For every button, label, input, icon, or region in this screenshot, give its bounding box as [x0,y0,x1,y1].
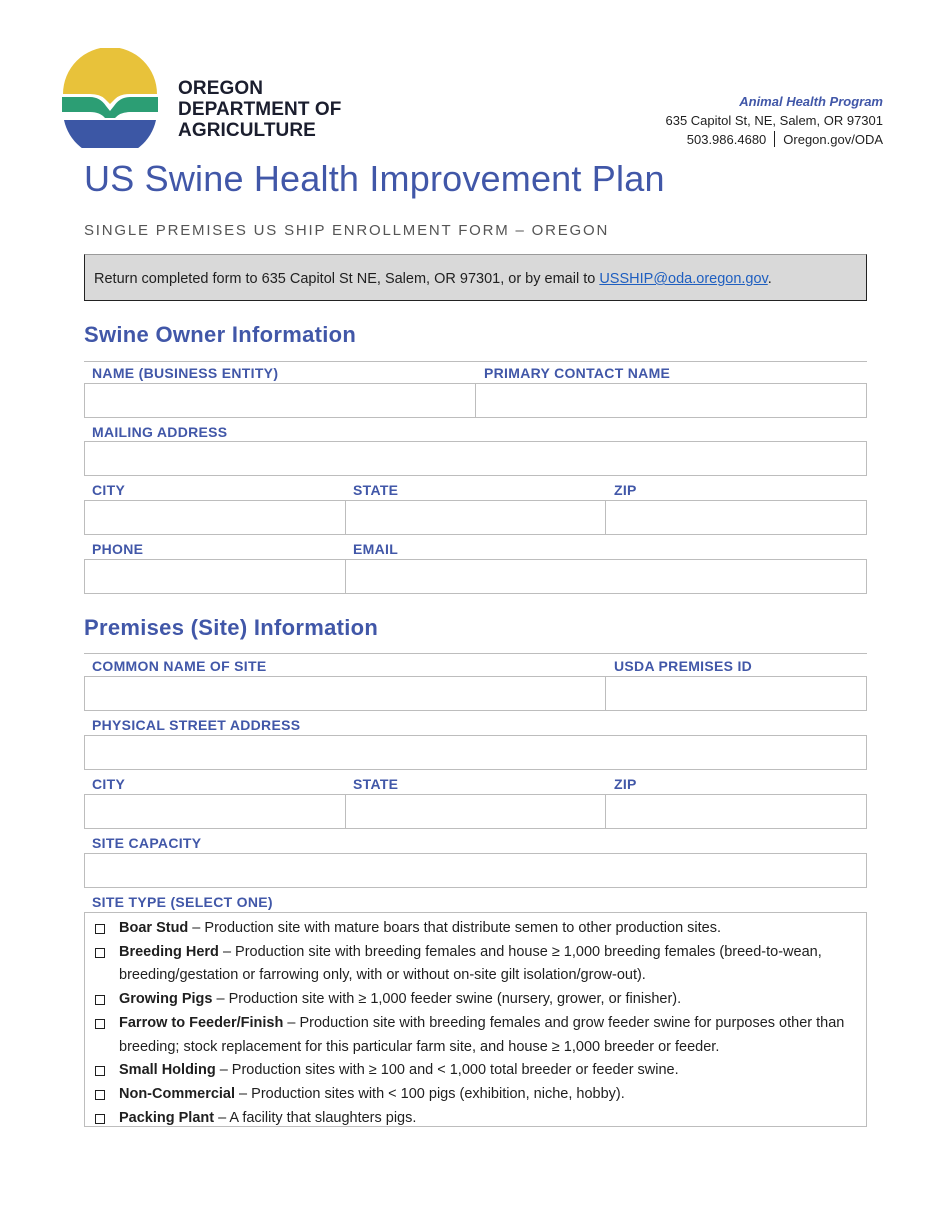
site-state-label: STATE [353,776,399,792]
oda-logo-icon [60,48,160,148]
site-type-option[interactable] [93,1107,866,1131]
site-type-option[interactable] [93,917,866,941]
checkbox-icon[interactable] [95,1090,105,1100]
option-name: Breeding Herd [119,943,219,960]
org-address: 635 Capitol St, NE, Salem, OR 97301 [665,113,883,128]
option-name: Packing Plant [119,1109,215,1126]
owner-zip-field[interactable] [605,500,867,535]
owner-phone-label: PHONE [92,541,144,557]
site-name-field[interactable] [84,676,606,711]
site-city-label: CITY [92,776,126,792]
option-description: – Production sites with < 100 pigs (exhibition, niche, hobby). [235,1085,625,1102]
site-type-options [84,912,867,1127]
option-description: – Production site with ≥ 1,000 feeder swine (nursery, grower, or finisher). [212,991,682,1008]
divider [774,131,775,147]
owner-city-field[interactable] [84,500,346,535]
org-name-line3: AGRICULTURE [178,120,316,141]
org-name-line2: DEPARTMENT OF [178,99,342,120]
site-capacity-field[interactable] [84,853,867,888]
owner-contact-field[interactable] [475,383,867,418]
owner-state-field[interactable] [345,500,606,535]
site-type-option[interactable] [93,988,866,1012]
checkbox-icon[interactable] [95,924,105,934]
owner-email-label: EMAIL [353,541,399,557]
contact-block [665,92,883,149]
org-name [178,78,342,141]
site-zip-label: ZIP [614,776,637,792]
option-description: – Production site with mature boars that distribute semen to other production sites. [188,920,722,936]
notice-trail: . [767,271,772,287]
owner-zip-label: ZIP [614,482,637,498]
section-premises-heading: Premises (Site) Information [84,615,379,640]
contact-line [665,130,883,149]
notice-text: Return completed form to 635 Capitol St NE, Salem, OR 97301, or by email to [94,271,600,287]
email-link[interactable]: USSHIP@oda.oregon.gov [599,271,768,287]
owner-name-label: NAME (BUSINESS ENTITY) [92,365,279,381]
owner-phone-field[interactable] [84,559,346,594]
option-name: Farrow to Feeder/Finish [119,1014,284,1031]
site-type-label: SITE TYPE (SELECT ONE) [92,894,273,910]
premises-id-label: USDA PREMISES ID [614,658,753,674]
owner-contact-label: PRIMARY CONTACT NAME [484,365,671,381]
site-name-label: COMMON NAME OF SITE [92,658,267,674]
site-capacity-label: SITE CAPACITY [92,835,202,851]
owner-email-field[interactable] [345,559,867,594]
org-website[interactable]: Oregon.gov/ODA [783,132,883,147]
form-subtitle: SINGLE PREMISES US SHIP ENROLLMENT FORM – OREGON [84,222,610,239]
divider [84,361,867,362]
section-owner-heading: Swine Owner Information [84,322,357,347]
owner-city-label: CITY [92,482,126,498]
program-name: Animal Health Program [739,94,883,109]
owner-state-label: STATE [353,482,399,498]
return-notice [84,254,867,301]
mailing-address-label: MAILING ADDRESS [92,424,228,440]
site-zip-field[interactable] [605,794,867,829]
option-name: Boar Stud [119,920,189,936]
page-title: US Swine Health Improvement Plan [84,158,665,199]
org-phone: 503.986.4680 [686,132,767,147]
oda-logo [60,48,380,148]
mailing-address-field[interactable] [84,441,867,476]
street-address-field[interactable] [84,735,867,770]
option-description: – Production site with breeding females and grow feeder swine for purposes other than breeding; stock replacement for this particular farm site, and house ≥ 1,000 breeder or feeder. [119,1014,845,1055]
site-type-option[interactable] [93,1083,866,1107]
street-address-label: PHYSICAL STREET ADDRESS [92,717,301,733]
option-description: – Production sites with ≥ 100 and < 1,000 total breeder or feeder swine. [215,1062,679,1079]
checkbox-icon[interactable] [95,995,105,1005]
owner-name-field[interactable] [84,383,476,418]
site-type-option[interactable] [93,941,866,988]
option-name: Non-Commercial [119,1085,236,1102]
checkbox-icon[interactable] [95,948,105,958]
checkbox-icon[interactable] [95,1019,105,1029]
divider [84,653,867,654]
option-description: – A facility that slaughters pigs. [214,1109,417,1126]
checkbox-icon[interactable] [95,1114,105,1124]
option-name: Growing Pigs [119,991,213,1008]
site-type-option[interactable] [93,1012,866,1059]
site-state-field[interactable] [345,794,606,829]
premises-id-field[interactable] [605,676,867,711]
site-city-field[interactable] [84,794,346,829]
org-name-line1: OREGON [178,78,264,99]
site-type-option[interactable] [93,1059,866,1083]
option-description: – Production site with breeding females and house ≥ 1,000 breeding females (breed-to-wean, breeding/gestation or farrowing only, with or without on-site gilt isolation/grow-out). [119,943,822,984]
option-name: Small Holding [119,1062,216,1079]
checkbox-icon[interactable] [95,1066,105,1076]
